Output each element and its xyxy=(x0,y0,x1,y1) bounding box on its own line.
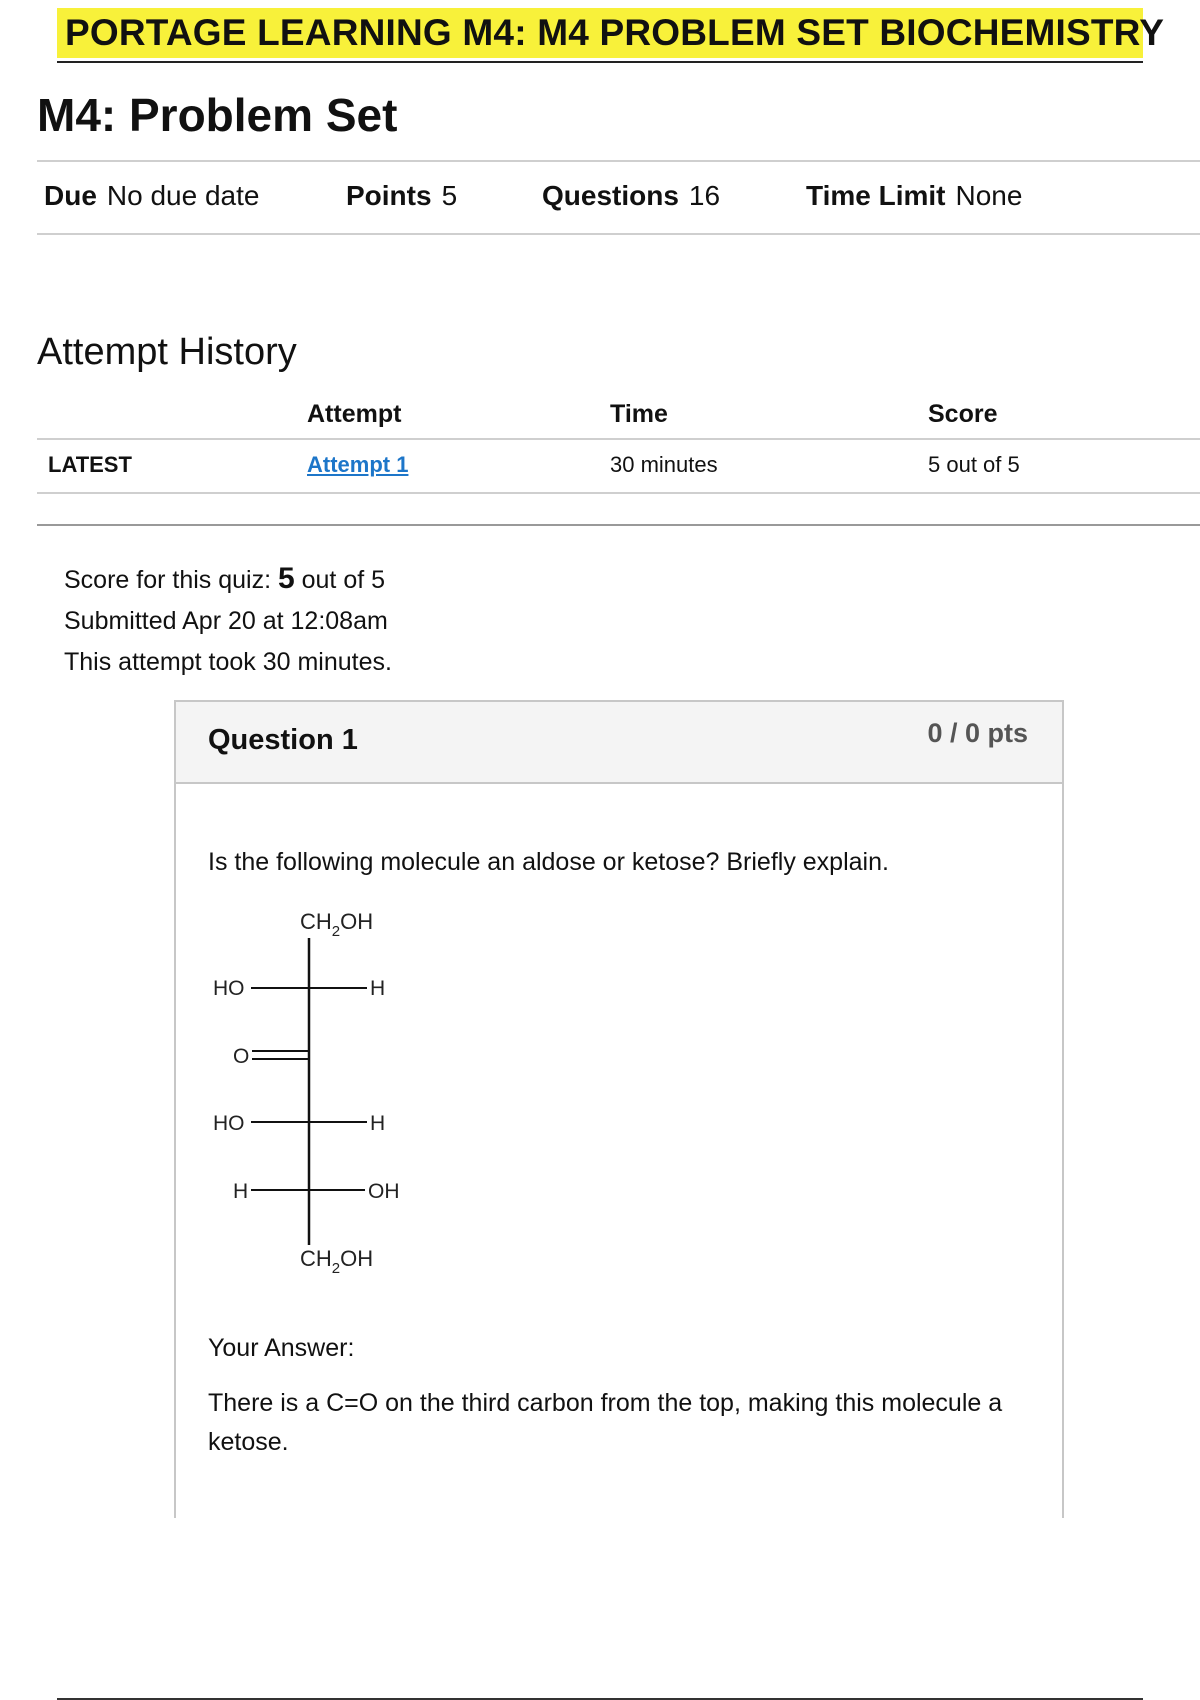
submitted-time: Submitted Apr 20 at 12:08am xyxy=(64,607,388,635)
meta-points-label: Points xyxy=(346,180,432,211)
question-text: Is the following molecule an aldose or ketose? Briefly explain. xyxy=(208,848,889,876)
r1-h-label: H xyxy=(370,977,386,1000)
meta-due-label: Due xyxy=(44,180,97,211)
question-card xyxy=(174,700,1064,1518)
top-ch2oh-label: $CH_2OH$ xyxy=(300,909,374,940)
r4-oh-label: OH xyxy=(368,1180,400,1203)
r3-h-label: H xyxy=(370,1112,386,1135)
r1-ho-label: HO xyxy=(213,977,245,1000)
answer-text: There is a C=O on the third carbon from the top, making this molecule a ketose. xyxy=(208,1389,1003,1456)
latest-label: LATEST xyxy=(48,452,132,477)
r3-ho-label: HO xyxy=(213,1112,245,1135)
fischer-projection-diagram xyxy=(176,900,576,1290)
quiz-meta xyxy=(44,172,1194,220)
attempt-time: 30 minutes xyxy=(610,452,718,477)
meta-due xyxy=(44,180,259,212)
meta-time-limit-value: None xyxy=(955,180,1023,211)
page-title: M4: Problem Set xyxy=(37,89,398,141)
banner-underline xyxy=(57,61,1143,63)
question-points: 0 / 0 pts xyxy=(927,718,1028,748)
question-header xyxy=(176,700,1062,784)
attempt-history-title: Attempt History xyxy=(37,331,297,373)
divider xyxy=(37,233,1200,235)
meta-points-value: 5 xyxy=(441,180,458,211)
question-title: Question 1 xyxy=(208,724,358,756)
quiz-score xyxy=(64,558,392,601)
attempt-score: 5 out of 5 xyxy=(928,452,1020,477)
your-answer-label: Your Answer: xyxy=(208,1334,355,1362)
meta-questions-value: 16 xyxy=(688,180,721,211)
bottom-ch2oh-label: $CH_2OH$ xyxy=(300,1246,374,1277)
divider xyxy=(37,160,1200,162)
column-header-attempt: Attempt xyxy=(307,400,402,428)
meta-questions-label: Questions xyxy=(542,180,679,211)
divider xyxy=(37,524,1200,526)
meta-time-limit-label: Time Limit xyxy=(806,180,946,211)
quiz-score-prefix: Score for this quiz: xyxy=(64,566,272,594)
column-header-score: Score xyxy=(928,400,998,428)
r4-h-label: H xyxy=(233,1180,249,1203)
meta-questions xyxy=(542,180,720,212)
table-header-rule xyxy=(37,438,1200,440)
meta-time-limit xyxy=(806,180,1022,212)
table-row-rule xyxy=(37,492,1200,494)
meta-due-value: No due date xyxy=(106,180,260,211)
meta-points xyxy=(346,180,457,212)
attempt-1-link[interactable]: Attempt 1 xyxy=(307,452,409,477)
attempt-duration: This attempt took 30 minutes. xyxy=(64,648,392,676)
quiz-score-suffix: out of 5 xyxy=(301,566,386,594)
document-banner xyxy=(57,8,1165,63)
column-header-time: Time xyxy=(610,400,668,428)
carbonyl-o-label: O xyxy=(233,1045,250,1068)
quiz-score-value: 5 xyxy=(277,562,295,595)
banner-title: PORTAGE LEARNING M4: M4 PROBLEM SET BIOCHEMISTRY xyxy=(57,8,1143,58)
quiz-summary xyxy=(64,558,392,683)
